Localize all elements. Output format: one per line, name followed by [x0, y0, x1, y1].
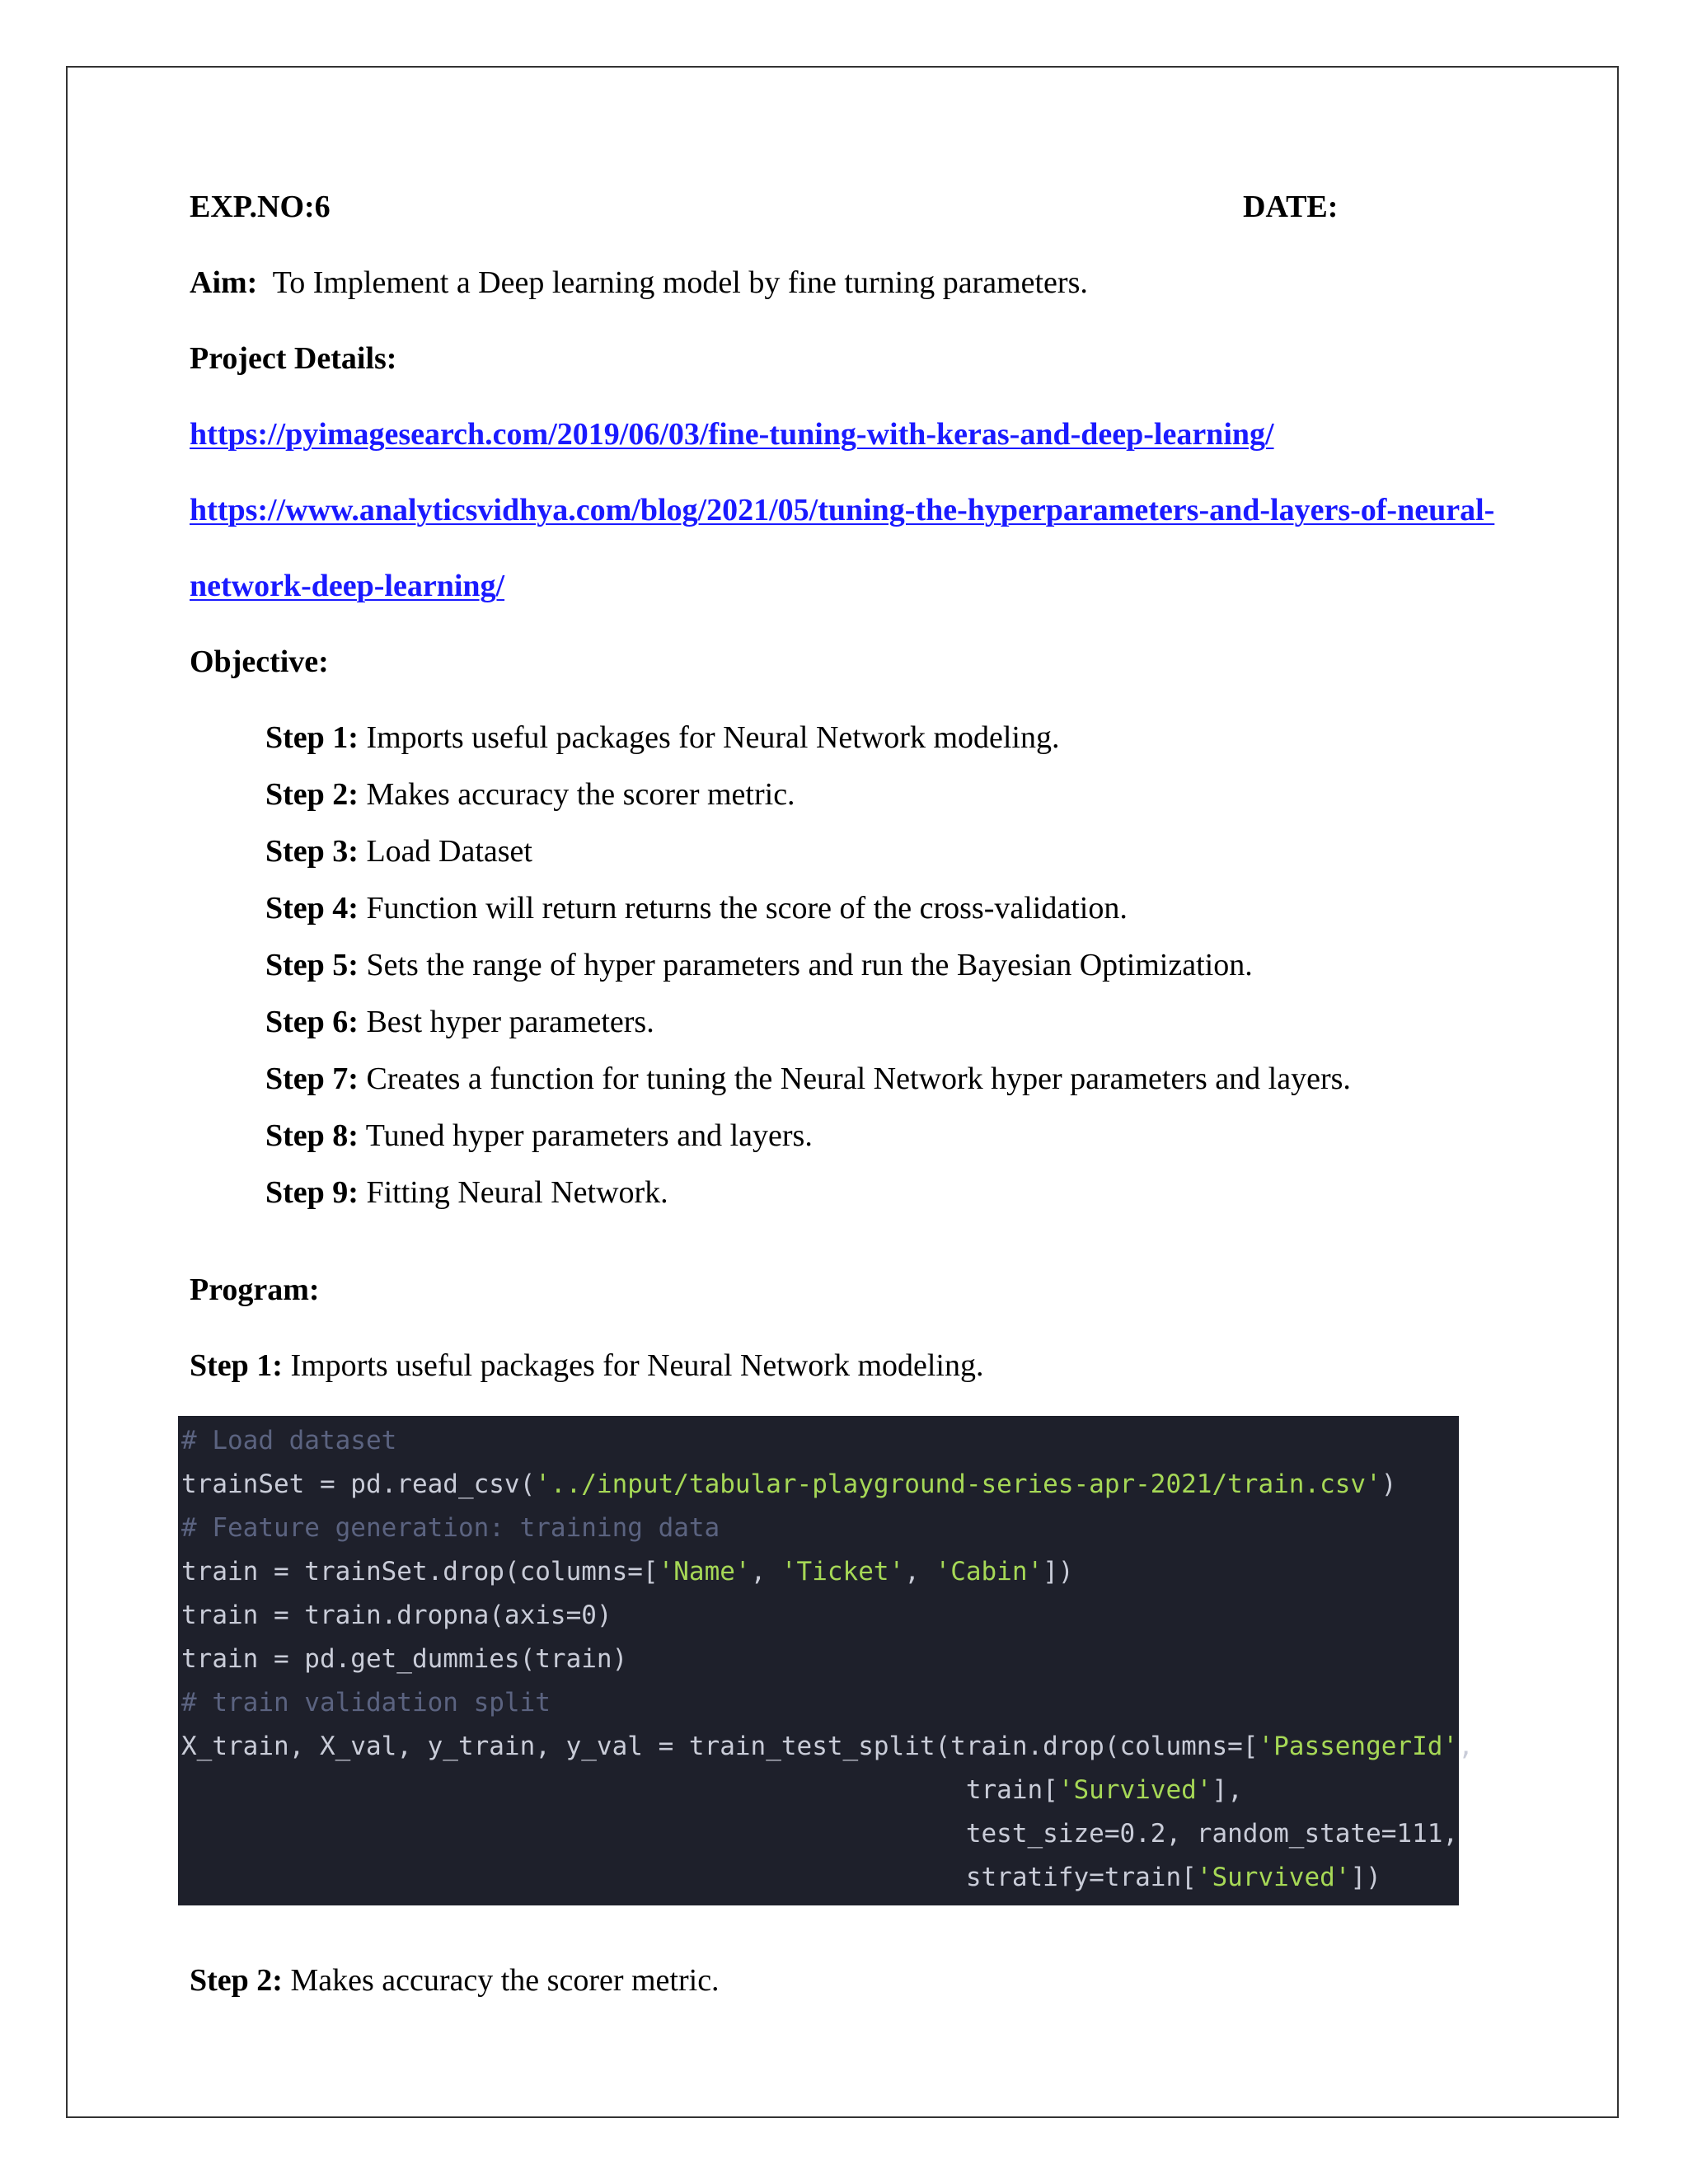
step-label: Step 3: [265, 834, 359, 869]
aim-text: To Implement a Deep learning model by fine turning parameters. [272, 265, 1088, 300]
code-comment-load-dataset: # Load dataset [181, 1426, 397, 1455]
code-block [178, 1416, 1474, 1905]
code-comment-feature-generation: # Feature generation: training data [181, 1513, 720, 1543]
step-label: Step 9: [265, 1175, 359, 1210]
code-text: X_train, X_val, y_train, y_val = train_test_split(train.drop(columns=[ [181, 1732, 1259, 1761]
code-line-get-dummies: train = pd.get_dummies(train) [181, 1644, 628, 1674]
step-label: Step 1: [265, 720, 359, 755]
aim-line [190, 264, 1088, 302]
link-analyticsvidhya[interactable]: https://www.analyticsvidhya.com/blog/2021/05/tuning-the-hyperparameters-and-layers-of-neural- [190, 493, 1495, 527]
objective-heading: Objective: [190, 644, 329, 679]
step-text: Makes accuracy the scorer metric. [366, 777, 795, 812]
code-string: 'Cabin' [935, 1557, 1043, 1586]
program-step-2 [190, 1961, 720, 1999]
objective-step-8 [265, 1117, 813, 1155]
code-text: , [1458, 1732, 1474, 1761]
project-details-heading: Project Details: [190, 341, 397, 376]
step-label: Step 7: [265, 1062, 359, 1096]
step-label: Step 5: [265, 948, 359, 982]
code-line-drop-columns [181, 1555, 1074, 1588]
code-text: ) [1381, 1469, 1397, 1499]
objective-step-7 [265, 1060, 1351, 1098]
objective-step-6 [265, 1003, 654, 1041]
code-line-read-csv [181, 1468, 1396, 1501]
program-heading: Program: [190, 1272, 320, 1307]
step-label: Step 2: [190, 1963, 283, 1998]
code-line-survived-target [181, 1774, 1243, 1807]
link-pyimagesearch[interactable]: https://pyimagesearch.com/2019/06/03/fine-tuning-with-keras-and-deep-learning/ [190, 417, 1274, 452]
code-text: , [750, 1557, 781, 1586]
code-text: ]) [1350, 1863, 1381, 1892]
objective-step-3 [265, 832, 532, 870]
step-text: Imports useful packages for Neural Network modeling. [366, 720, 1060, 755]
step-text: Load Dataset [366, 834, 532, 869]
code-text: train[ [181, 1775, 1058, 1805]
link-analyticsvidhya-continued[interactable]: network-deep-learning/ [190, 569, 505, 603]
step-text: Creates a function for tuning the Neural Network hyper parameters and layers. [366, 1062, 1351, 1096]
step-text: Imports useful packages for Neural Network modeling. [290, 1348, 984, 1383]
aim-label: Aim: [190, 265, 258, 300]
code-text: stratify=train[ [181, 1863, 1197, 1892]
step-text: Function will return returns the score of the cross-validation. [366, 891, 1128, 926]
code-comment-validation-split: # train validation split [181, 1688, 551, 1718]
step-label: Step 1: [190, 1348, 283, 1383]
step-label: Step 4: [265, 891, 359, 926]
code-line-test-size: test_size=0.2, random_state=111, [181, 1819, 1459, 1849]
code-text: ], [1212, 1775, 1243, 1805]
exp-number: EXP.NO:6 [190, 190, 331, 224]
code-text: , [904, 1557, 935, 1586]
code-text: train = trainSet.drop(columns=[ [181, 1557, 659, 1586]
step-text: Tuned hyper parameters and layers. [365, 1118, 813, 1153]
program-step-1 [190, 1347, 983, 1385]
step-text: Makes accuracy the scorer metric. [290, 1963, 720, 1998]
objective-step-2 [265, 776, 795, 813]
code-text: ]) [1043, 1557, 1074, 1586]
objective-step-5 [265, 946, 1253, 984]
step-label: Step 8: [265, 1118, 359, 1153]
code-string: 'PassengerId' [1258, 1732, 1459, 1761]
code-text: trainSet = pd.read_csv( [181, 1469, 536, 1499]
code-string: 'Survived' [1057, 1775, 1212, 1805]
objective-step-1 [265, 719, 1059, 757]
step-text: Sets the range of hyper parameters and run the Bayesian Optimization. [366, 948, 1253, 982]
code-string: '../input/tabular-playground-series-apr-2021/train.csv' [535, 1469, 1381, 1499]
step-label: Step 2: [265, 777, 359, 812]
date-label: DATE: [1243, 190, 1339, 224]
code-string: 'Survived' [1196, 1863, 1351, 1892]
objective-step-4 [265, 889, 1128, 927]
step-label: Step 6: [265, 1005, 359, 1039]
step-text: Best hyper parameters. [366, 1005, 654, 1039]
code-line-stratify [181, 1861, 1381, 1894]
code-line-dropna: train = train.dropna(axis=0) [181, 1601, 612, 1630]
code-line-train-test-split [181, 1730, 1474, 1763]
objective-step-9 [265, 1174, 668, 1212]
code-string: 'Name' [658, 1557, 751, 1586]
step-text: Fitting Neural Network. [366, 1175, 668, 1210]
code-string: 'Ticket' [781, 1557, 905, 1586]
